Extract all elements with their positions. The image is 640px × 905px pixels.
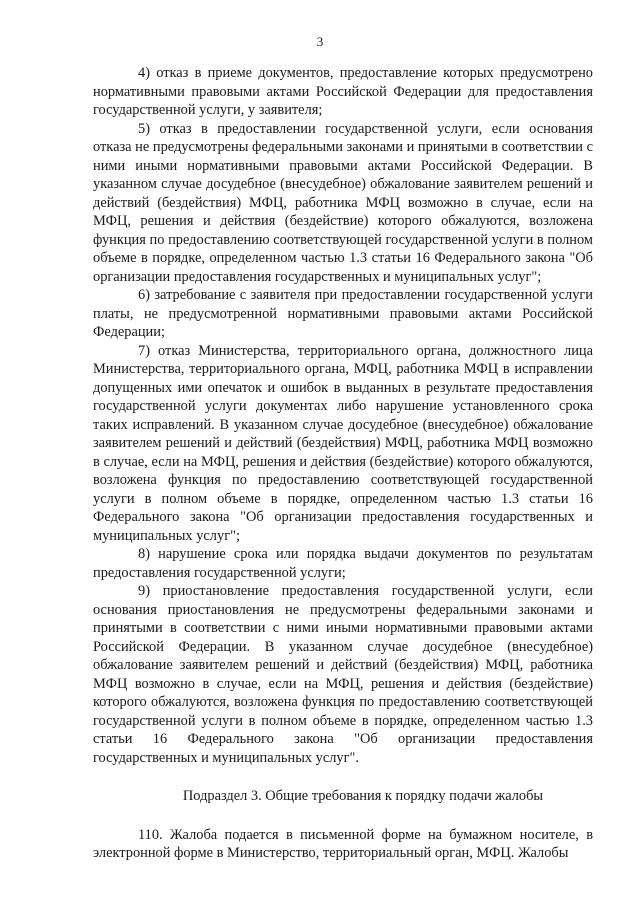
page-number: 3: [316, 34, 324, 49]
list-item-4: 4) отказ в приеме документов, предоставление которых предусмотрено нормативными правовыми актами Российской Федерации для предоставления государственной услуги, у заявителя;: [93, 65, 593, 118]
document-body: [93, 64, 593, 863]
list-item-5: 5) отказ в предоставлении государственной услуги, если основания отказа не предусмотрены федеральными законами и принятыми в соответствии с ними иными нормативными правовыми актами Российской Федерации. В указанном случае досудебное (внесудебное) обжалование заявителем решений и действий (бездействия) МФЦ, работника МФЦ возможно в случае, если на МФЦ, решения и действия (бездействие) которого обжалуются, возложена функция по предоставлению соответствующей государственной услуги в полном объеме в порядке, определенном частью 1.3 статьи 16 Федерального закона "Об организации предоставления государственных и муниципальных услуг";: [93, 120, 593, 285]
subsection-title: Подраздел 3. Общие требования к порядку подачи жалобы: [182, 788, 544, 804]
list-item-8: 8) нарушение срока или порядка выдачи документов по результатам предоставления государственной услуги;: [93, 546, 593, 581]
list-item-7: 7) отказ Министерства, территориального органа, должностного лица Министерства, территориального органа, МФЦ, работника МФЦ в исправлении допущенных ими опечаток и ошибок в выданных в результате предоставления государственной услуги документах либо нарушение установленного срока таких исправлений. В указанном случае досудебное (внесудебное) обжалование заявителем решений и действий (бездействия) МФЦ, работника МФЦ возможно в случае, если на МФЦ, решения и действия (бездействие) которого обжалуются, возложена функция по предоставлению соответствующей государственной услуги в полном объеме в порядке, определенном частью 1.3 статьи 16 Федерального закона "Об организации предоставления государственных и муниципальных услуг";: [93, 342, 593, 544]
paragraph-110: 110. Жалоба подается в письменной форме на бумажном носителе, в электронной форме в Министерство, территориальный орган, МФЦ. Жалобы: [93, 826, 593, 861]
list-item-6: 6) затребование с заявителя при предоставлении государственной услуги платы, не предусмотренной нормативными правовыми актами Российской Федерации;: [93, 287, 593, 340]
list-item-9: 9) приостановление предоставления государственной услуги, если основания приостановления не предусмотрены федеральными законами и принятыми в соответствии с ними иными нормативными правовыми актами Российской Федерации. В указанном случае досудебное (внесудебное) обжалование заявителем решений и действий (бездействия) МФЦ, работника МФЦ возможно в случае, если на МФЦ, решения и действия (бездействие) которого обжалуются, возложена функция по предоставлению соответствующей государственной услуги в полном объеме в порядке, определенном частью 1.3 статьи 16 Федерального закона "Об организации предоставления государственных и муниципальных услуг".: [93, 583, 593, 766]
